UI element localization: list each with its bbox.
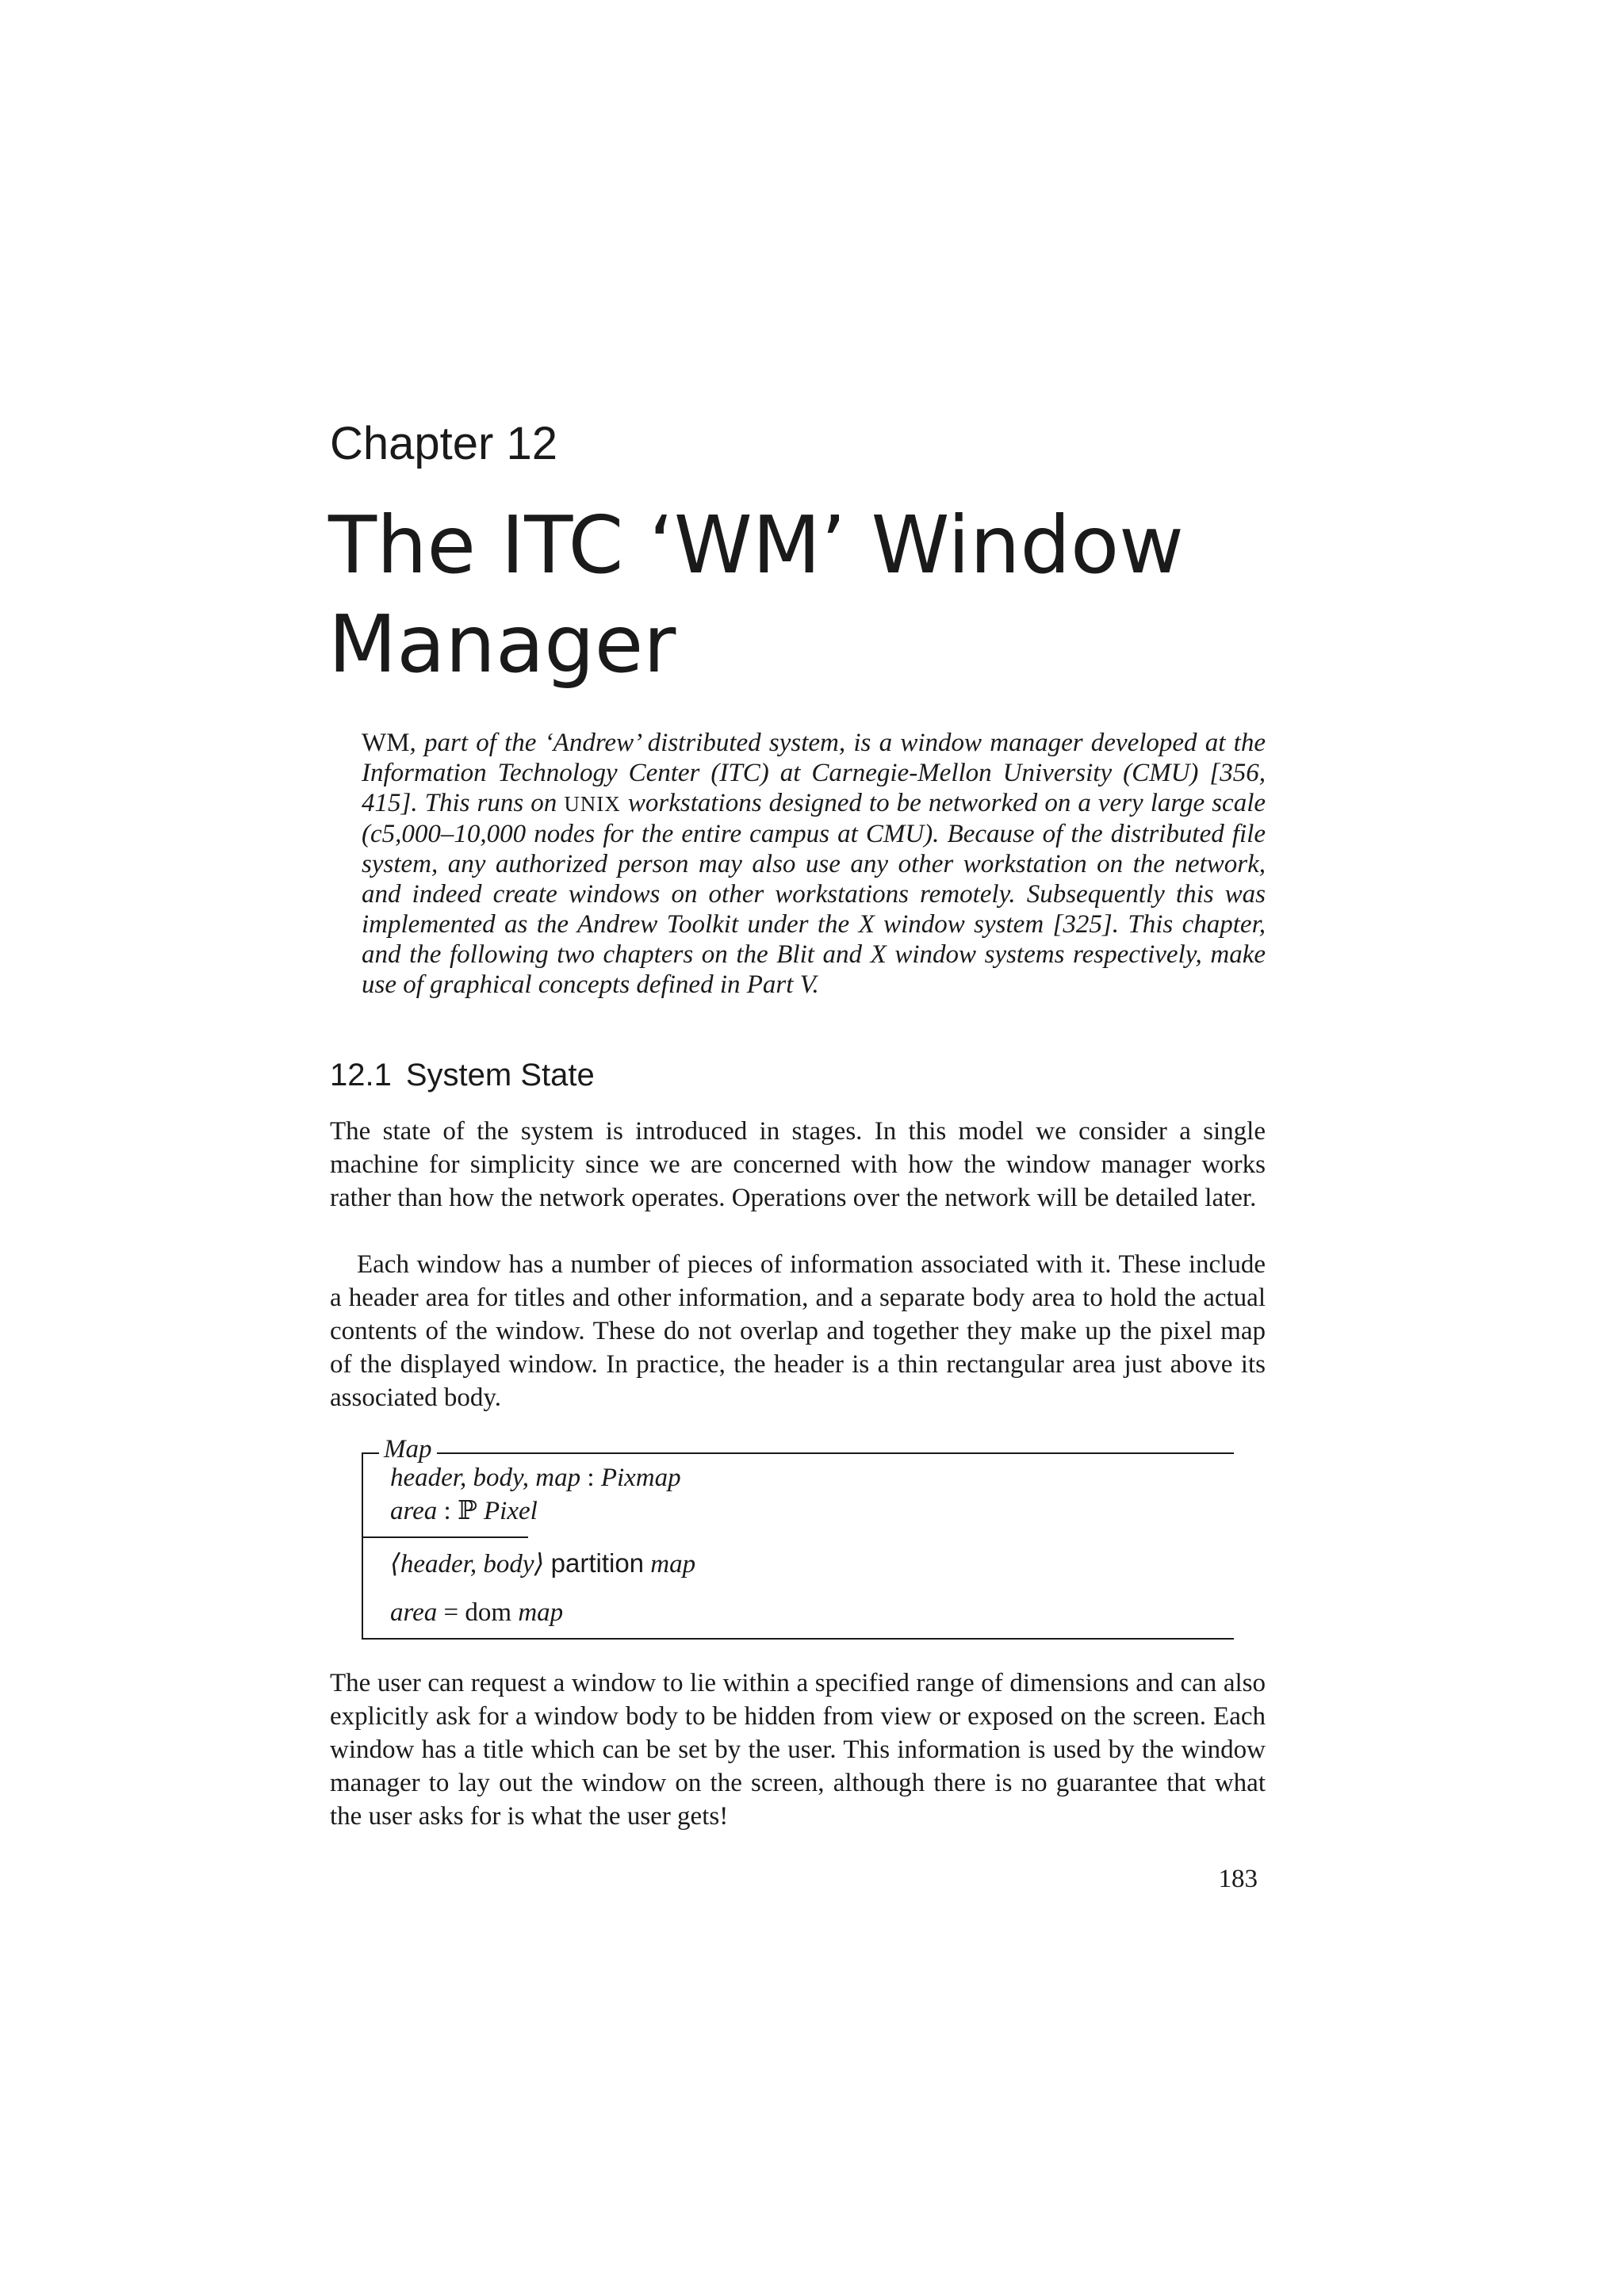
schema-top-rule: [362, 1452, 1234, 1454]
schema-predicate-2: [390, 1597, 563, 1628]
abstract-lead: WM: [362, 729, 410, 757]
decl2-power: ℙ: [457, 1497, 477, 1525]
abstract-text-1: , part of the ‘Andrew’ distributed system, is a window manager developed at the Information Technology Center (ITC) at Carnegie-Mellon University (CMU) [356, 415]. This runs on: [362, 729, 1266, 817]
paragraph-3: The user can request a window to lie within a specified range of dimensions and can also explicitly ask for a window body to be hidden from view or exposed on the screen. Each window has a title which can be set by the user. This information is used by the window manager to lay out the window on the screen, although there is no guarantee that what the user asks for is what the user gets!: [330, 1669, 1266, 1831]
chapter-title: [328, 496, 1359, 694]
chapter-title-line-2: Manager: [328, 598, 676, 691]
section-number: 12.1: [330, 1058, 392, 1093]
z-schema-map: [362, 1427, 1234, 1641]
schema-divider-rule: [362, 1536, 528, 1538]
schema-declaration-2: [390, 1495, 538, 1527]
abstract-text-2: workstations designed to be networked on a very large scale (c5,000–10,000 nodes for the entire campus at CMU). Because of the distributed file system, any authorized person may also use any other workstation on the network, and indeed create windows on other workstations remotely. Subsequently this was implemented as the Andrew Toolkit under the X window system [325]. This chapter, and the following two chapters on the Blit and X window systems respectively, make use of graphical concepts defined in Part V.: [362, 789, 1266, 999]
section-title: System State: [405, 1058, 595, 1093]
pred2-lhs: area: [390, 1598, 438, 1627]
pred2-argument: map: [518, 1598, 564, 1627]
chapter-title-line-1: The ITC ‘WM’ Window: [328, 499, 1184, 591]
section-heading: [330, 1053, 595, 1097]
paragraph-1: The state of the system is introduced in stages. In this model we consider a single machine for simplicity since we are concerned with how the window manager works rather than how the network operates. Operations over the network will be detailed later.: [330, 1117, 1266, 1212]
paragraph-2: Each window has a number of pieces of information associated with it. These include a header area for titles and other information, and a separate body area to hold the actual contents of the window. These do not overlap and together they make up the pixel map of the displayed window. In practice, the header is a thin rectangular area just above its associated body.: [330, 1250, 1266, 1412]
schema-bottom-rule: [362, 1638, 1234, 1640]
decl1-colon: :: [580, 1464, 601, 1492]
abstract-unix: UNIX: [564, 792, 621, 816]
decl1-vars: header, body, map: [390, 1464, 581, 1492]
pred2-dom: dom: [465, 1598, 512, 1627]
pred2-equals: =: [437, 1598, 465, 1627]
schema-left-rule: [362, 1452, 363, 1640]
schema-predicate-1: [390, 1548, 695, 1580]
schema-declaration-1: [390, 1462, 681, 1494]
page-number: 183: [1218, 1865, 1258, 1893]
chapter-abstract: [362, 728, 1266, 1000]
pred1-tuple: ⟨header, body⟩: [390, 1550, 545, 1578]
decl2-type: Pixel: [484, 1497, 538, 1525]
pred1-argument: map: [650, 1550, 696, 1578]
pred1-operator: partition: [550, 1548, 645, 1578]
decl2-var: area: [390, 1497, 438, 1525]
decl1-type: Pixmap: [600, 1464, 681, 1492]
schema-name: Map: [379, 1433, 437, 1465]
chapter-label: Chapter 12: [330, 418, 557, 469]
decl2-colon: :: [437, 1497, 458, 1525]
